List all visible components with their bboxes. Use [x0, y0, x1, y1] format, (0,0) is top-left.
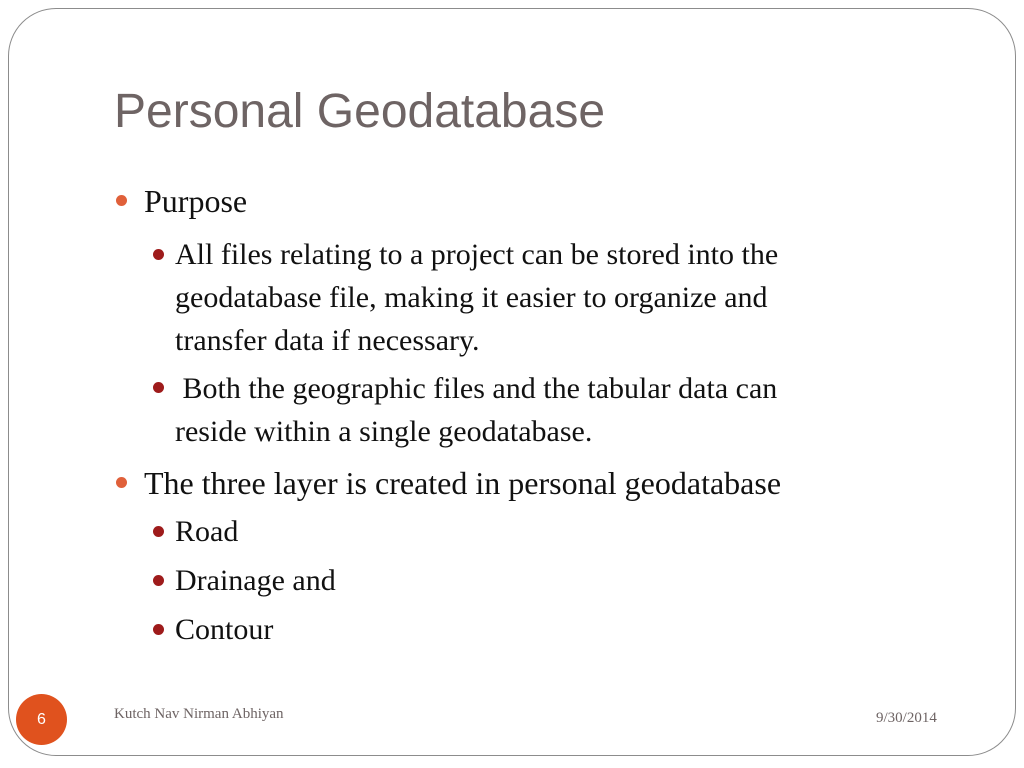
bullet-purpose: Purpose — [144, 183, 248, 219]
footer-date: 9/30/2014 — [876, 710, 937, 726]
sub-bullet-line: All files relating to a project can be stored into the — [175, 238, 779, 271]
slide-title: Personal Geodatabase — [114, 85, 606, 138]
sub-bullet-dot — [153, 575, 164, 586]
sub-bullet-dot — [153, 526, 164, 537]
sub-bullet-line: geodatabase file, making it easier to organize and — [175, 281, 768, 314]
slide-number-badge: 6 — [16, 694, 67, 745]
sub-bullet-dot — [153, 249, 164, 260]
sub-bullet-line: reside within a single geodatabase. — [175, 415, 593, 448]
sub-bullet-road: Road — [175, 515, 239, 548]
sub-bullet-line: Both the geographic files and the tabular data can — [175, 372, 778, 405]
sub-bullet-drainage: Drainage and — [175, 564, 336, 597]
bullet-dot — [116, 195, 127, 206]
sub-bullet-dot — [153, 382, 164, 393]
sub-bullet-line: transfer data if necessary. — [175, 324, 480, 357]
sub-bullet-contour: Contour — [175, 613, 274, 646]
footer-text: Kutch Nav Nirman Abhiyan — [114, 706, 284, 722]
bullet-three-layer: The three layer is created in personal geodatabase — [144, 465, 782, 501]
sub-bullet-dot — [153, 624, 164, 635]
bullet-dot — [116, 477, 127, 488]
